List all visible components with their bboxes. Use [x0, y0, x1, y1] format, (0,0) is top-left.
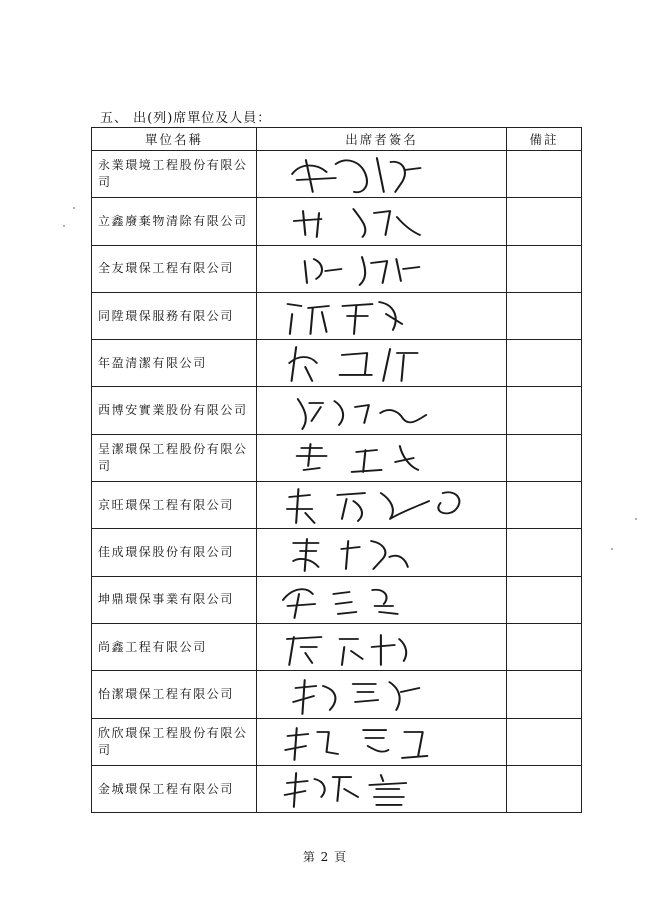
table-row	[92, 765, 582, 812]
remarks-cell	[507, 434, 582, 481]
remarks-cell	[507, 292, 582, 339]
scan-speck	[63, 225, 65, 227]
handwritten-signature	[257, 294, 506, 338]
remarks-cell	[507, 387, 582, 434]
unit-name-cell: 尚鑫工程有限公司	[92, 623, 257, 670]
table-row	[92, 340, 582, 387]
handwritten-signature	[257, 578, 506, 622]
remarks-cell	[507, 671, 582, 718]
remarks-cell	[507, 529, 582, 576]
table-row	[92, 434, 582, 481]
attendance-table	[91, 127, 582, 813]
remarks-cell	[507, 718, 582, 765]
table-row	[92, 245, 582, 292]
signature-cell	[257, 576, 507, 623]
unit-name-cell: 佳成環保股份有限公司	[92, 529, 257, 576]
unit-name-cell: 京旺環保工程有限公司	[92, 482, 257, 529]
table-row	[92, 482, 582, 529]
signature-cell	[257, 292, 507, 339]
signature-cell	[257, 340, 507, 387]
handwritten-signature	[257, 247, 506, 291]
table-row	[92, 671, 582, 718]
handwritten-signature	[257, 767, 506, 811]
remarks-cell	[507, 340, 582, 387]
page-number: 第 2 頁	[302, 850, 348, 864]
signature-cell	[257, 198, 507, 245]
unit-name-cell: 金城環保工程有限公司	[92, 765, 257, 812]
unit-name-cell: 怡潔環保工程有限公司	[92, 671, 257, 718]
header-remarks: 備註	[507, 128, 582, 151]
remarks-cell	[507, 245, 582, 292]
table-row	[92, 623, 582, 670]
header-unit-name: 單位名稱	[92, 128, 257, 151]
table-row	[92, 576, 582, 623]
handwritten-signature	[257, 341, 506, 385]
remarks-cell	[507, 765, 582, 812]
remarks-cell	[507, 482, 582, 529]
handwritten-signature	[257, 531, 506, 575]
unit-name-cell: 永業環境工程股份有限公司	[92, 151, 257, 198]
unit-name-cell: 同陞環保服務有限公司	[92, 292, 257, 339]
remarks-cell	[507, 198, 582, 245]
signature-cell	[257, 623, 507, 670]
handwritten-signature	[257, 483, 506, 527]
remarks-cell	[507, 576, 582, 623]
table-row	[92, 198, 582, 245]
unit-name-cell: 立鑫廢棄物清除有限公司	[92, 198, 257, 245]
table-row	[92, 151, 582, 198]
signature-cell	[257, 482, 507, 529]
signature-cell	[257, 151, 507, 198]
signature-cell	[257, 245, 507, 292]
remarks-cell	[507, 151, 582, 198]
handwritten-signature	[257, 152, 506, 196]
unit-name-cell: 全友環保工程有限公司	[92, 245, 257, 292]
handwritten-signature	[257, 389, 506, 433]
unit-name-cell: 年盈清潔有限公司	[92, 340, 257, 387]
table-row	[92, 718, 582, 765]
remarks-cell	[507, 623, 582, 670]
handwritten-signature	[257, 720, 506, 764]
handwritten-signature	[257, 199, 506, 243]
table-row	[92, 292, 582, 339]
handwritten-signature	[257, 625, 506, 669]
scan-speck	[635, 518, 637, 520]
unit-name-cell: 西博安實業股份有限公司	[92, 387, 257, 434]
header-signature: 出席者簽名	[257, 128, 507, 151]
section-title: 五、 出(列)席單位及人員：	[100, 111, 272, 126]
unit-name-cell: 坤鼎環保事業有限公司	[92, 576, 257, 623]
signature-cell	[257, 765, 507, 812]
signature-cell	[257, 529, 507, 576]
signature-cell	[257, 387, 507, 434]
signature-cell	[257, 434, 507, 481]
table-row	[92, 387, 582, 434]
table-row	[92, 529, 582, 576]
signature-cell	[257, 671, 507, 718]
unit-name-cell: 欣欣環保工程股份有限公司	[92, 718, 257, 765]
unit-name-cell: 呈潔環保工程股份有限公司	[92, 434, 257, 481]
handwritten-signature	[257, 672, 506, 716]
scan-speck	[611, 548, 613, 550]
handwritten-signature	[257, 436, 506, 480]
scan-speck	[73, 207, 75, 209]
signature-cell	[257, 718, 507, 765]
table-header-row	[92, 128, 582, 151]
